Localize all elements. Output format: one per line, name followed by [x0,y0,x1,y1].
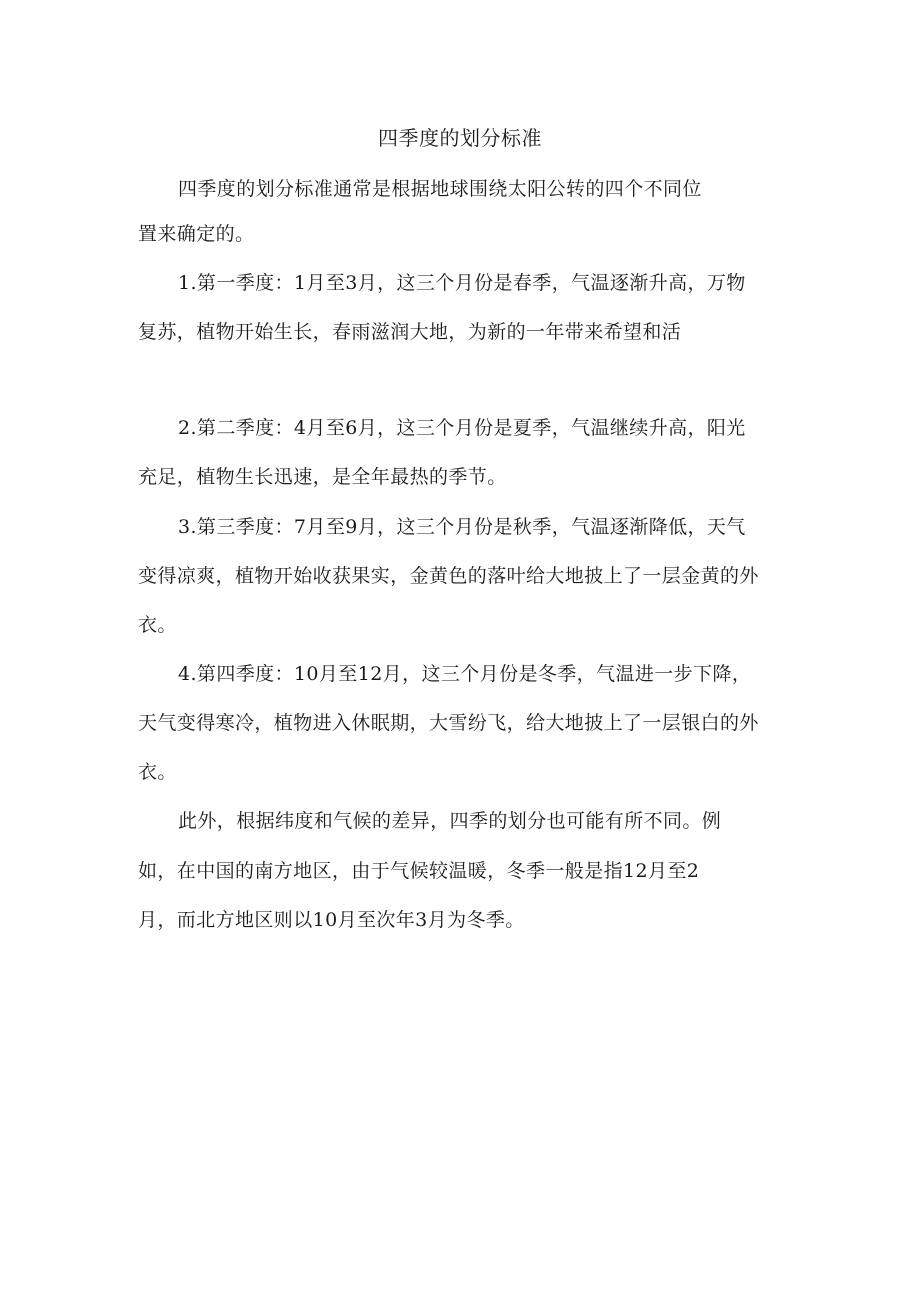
paragraph-line: 四季度的划分标准通常是根据地球围绕太阳公转的四个不同位 [178,178,702,200]
paragraph-line: 衣。 [138,761,177,783]
page-title: 四季度的划分标准 [378,126,542,150]
paragraph-line: 如，在中国的南方地区，由于气候较温暖，冬季一般是指12月至2 [138,860,700,882]
paragraph-line: 3.第三季度：7月至9月，这三个月份是秋季，气温逐渐降低，天气 [178,516,746,538]
paragraph-line: 2.第二季度：4月至6月，这三个月份是夏季，气温继续升高，阳光 [178,417,746,439]
paragraph-line: 月，而北方地区则以10月至次年3月为冬季。 [138,909,525,931]
paragraph-line: 衣。 [138,614,177,636]
paragraph-line: 变得凉爽，植物开始收获果实，金黄色的落叶给大地披上了一层金黄的外 [138,565,759,587]
paragraph-line: 天气变得寒冷，植物进入休眠期，大雪纷飞，给大地披上了一层银白的外 [138,712,759,734]
paragraph-line: 置来确定的。 [138,223,255,245]
paragraph-line: 复苏，植物开始生长，春雨滋润大地，为新的一年带来希望和活 [138,321,682,343]
paragraph-line: 1.第一季度：1月至3月，这三个月份是春季，气温逐渐升高，万物 [178,272,746,294]
paragraph-line: 此外，根据纬度和气候的差异，四季的划分也可能有所不同。例 [178,810,722,832]
paragraph-line: 充足，植物生长迅速，是全年最热的季节。 [138,466,507,488]
paragraph-line: 4.第四季度：10月至12月，这三个月份是冬季，气温进一步下降， [178,663,752,685]
